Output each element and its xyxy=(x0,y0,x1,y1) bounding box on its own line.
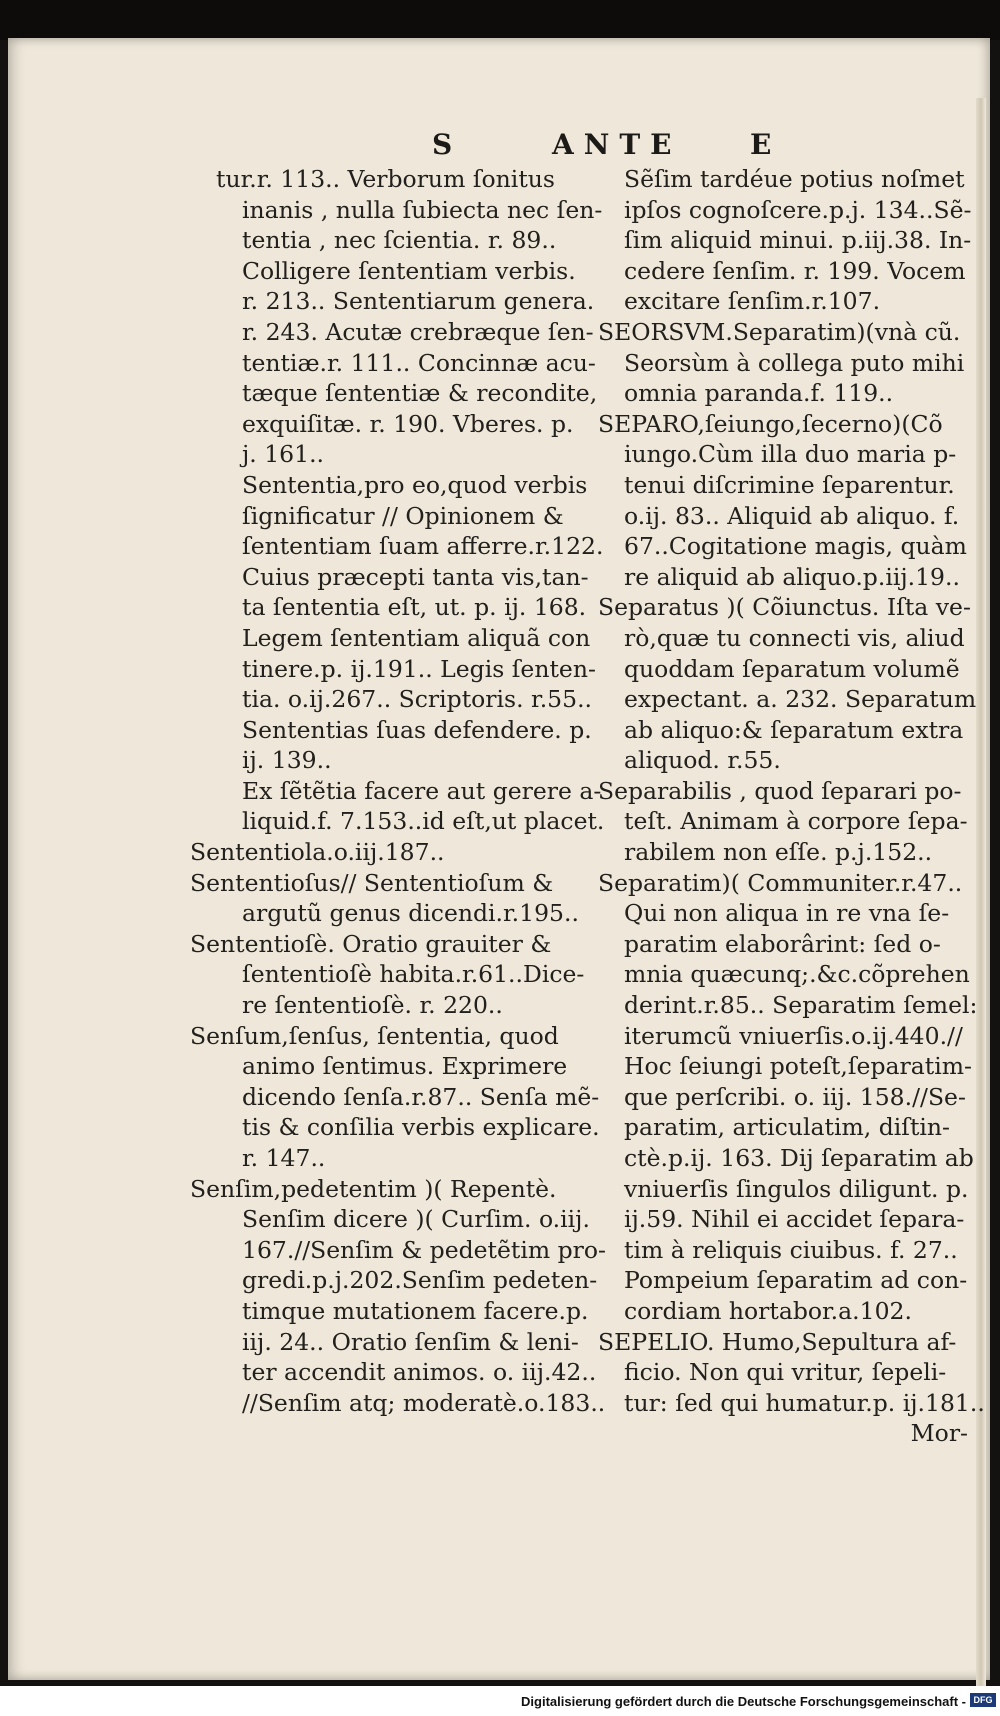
left-text-line: tæque ſententiæ & recondite, xyxy=(242,379,598,408)
dfg-logo: DFG xyxy=(970,1693,996,1707)
page-gutter-edge xyxy=(976,98,986,1698)
left-text-line: Colligere ſententiam verbis. xyxy=(242,256,576,285)
right-text-line: omnia paranda.f. 119.. xyxy=(624,379,894,408)
right-text-line: iungo.Cùm illa duo maria p- xyxy=(624,440,957,469)
left-text-line: //Senſim atq; moderatè.o.183.. xyxy=(242,1388,606,1417)
page-header xyxy=(0,128,1000,168)
right-text-line: rabilem non eſſe. p.j.152.. xyxy=(624,838,933,867)
left-text-line: inanis , nulla ſubiecta nec ſen- xyxy=(242,195,603,224)
right-text-line: Pompeium ſeparatim ad con- xyxy=(624,1266,968,1295)
right-text-line: aliquod. r.55. xyxy=(624,746,781,775)
right-text-line: Mor- xyxy=(910,1419,968,1448)
left-text-line: tinere.p. ij.191.. Legis ſenten- xyxy=(242,654,596,683)
right-text-line: tenui diſcrimine ſeparentur. xyxy=(624,470,955,499)
right-text-line: Separatim)( Communiter.r.47.. xyxy=(598,868,963,897)
right-text-line: mnia quæcunq;.&c.cõprehen xyxy=(624,960,970,989)
right-text-line: teſt. Animam à corpore ſepa- xyxy=(624,807,968,836)
right-text-line: 67..Cogitatione magis, quàm xyxy=(624,532,967,561)
left-text-line: ta ſententia eſt, ut. p. ij. 168. xyxy=(242,593,587,622)
left-text-line: r. 213.. Sententiarum genera. xyxy=(242,287,595,316)
left-text-line: tur.r. 113.. Verborum ſonitus xyxy=(216,165,555,193)
right-text-line: vniuerſis ſingulos diligunt. p. xyxy=(624,1174,969,1203)
footer-credit: Digitalisierung gefördert durch die Deutsche Forschungsgemeinschaft - xyxy=(521,1694,966,1709)
left-text-line: Legem ſententiam aliquã con xyxy=(242,623,591,652)
right-text-line: Qui non aliqua in re vna ſe- xyxy=(624,899,950,928)
right-text-line: o.ij. 83.. Aliquid ab aliquo. f. xyxy=(624,501,960,530)
left-text-line: exquiſitæ. r. 190. Vberes. p. xyxy=(242,409,574,438)
right-text-line: ij.59. Nihil ei accidet ſepara- xyxy=(624,1205,965,1234)
left-text-line: timque mutationem facere.p. xyxy=(242,1296,589,1325)
right-text-line: iterumcũ vniuerſis.o.ij.440.// xyxy=(624,1021,963,1050)
left-text-line: tia. o.ij.267.. Scriptoris. r.55.. xyxy=(242,685,593,714)
left-text-line: ij. 139.. xyxy=(242,746,332,775)
right-text-line: rò,quæ tu connecti vis, aliud xyxy=(624,623,965,652)
right-text-line: Separatus )( Cõiunctus. Iſta ve- xyxy=(598,593,971,622)
left-text-line: Sententiola.o.iij.187.. xyxy=(190,838,445,867)
right-text-line: paratim elaborârint: ſed o- xyxy=(624,929,941,958)
left-text-line: ter accendit animos. o. iij.42.. xyxy=(242,1358,597,1387)
signature-mark: S xyxy=(432,128,459,161)
left-text-line: ſententiam ſuam afferre.r.122. xyxy=(242,532,604,561)
left-text-line: ſignificatur // Opinionem & xyxy=(242,501,564,530)
left-text-line: re ſententioſè. r. 220.. xyxy=(242,991,503,1020)
right-column xyxy=(598,164,985,1449)
right-text-line: Separabilis , quod ſeparari po- xyxy=(598,776,962,805)
right-text-line: derint.r.85.. Separatim ſemel: xyxy=(624,991,978,1020)
left-column xyxy=(190,164,606,1418)
right-text-line: expectant. a. 232. Separatum xyxy=(624,685,977,714)
right-text-line: ipſos cognoſcere.p.j. 134..Sẽ- xyxy=(624,195,972,224)
left-text-line: Cuius præcepti tanta vis,tan- xyxy=(242,562,589,591)
left-text-line: tentia , nec ſcientia. r. 89.. xyxy=(242,226,557,255)
left-text-line: 167.//Senſim & pedetẽtim pro- xyxy=(242,1235,606,1264)
scan-top-border xyxy=(0,0,1000,40)
right-text-line: re aliquid ab aliquo.p.iij.19.. xyxy=(624,562,960,591)
left-text-line: Sententia,pro eo,quod verbis xyxy=(242,470,588,499)
right-text-line: que perſcribi. o. iij. 158.//Se- xyxy=(624,1082,966,1111)
left-text-line: ſententioſè habita.r.61..Dice- xyxy=(242,960,585,989)
right-text-line: tim à reliquis ciuibus. f. 27.. xyxy=(624,1235,958,1264)
left-text-line: argutũ genus dicendi.r.195.. xyxy=(242,899,579,928)
right-text-line: ficio. Non qui vritur, ſepeli- xyxy=(624,1358,947,1387)
left-text-line: Sententioſus// Sententioſum & xyxy=(190,868,554,897)
right-text-line: cedere ſenſim. r. 199. Vocem xyxy=(624,256,966,285)
right-text-line: SEPARO,ſeiungo,ſecerno)(Cõ xyxy=(598,409,943,438)
left-text-line: Sententioſè. Oratio grauiter & xyxy=(190,929,552,958)
section-letter: E xyxy=(750,128,778,161)
right-text-line: paratim, articulatim, diſtin- xyxy=(624,1113,950,1142)
right-text-line: tur: ſed qui humatur.p. ij.181.. xyxy=(624,1388,985,1417)
left-text-line: Senſim,pedetentim )( Repentè. xyxy=(190,1174,557,1203)
left-text-line: Senſim dicere )( Curſim. o.iij. xyxy=(242,1205,590,1234)
right-text-line: Sẽſim tardéue potius noſmet xyxy=(624,165,965,193)
right-text-line: SEPELIO. Humo,Sepultura af- xyxy=(598,1327,957,1356)
left-text-line: animo ſentimus. Exprimere xyxy=(242,1052,568,1081)
right-text-line: SEORSVM.Separatim)(vnà cũ. xyxy=(598,317,961,346)
running-title: ANTE xyxy=(552,128,682,161)
left-text-line: iij. 24.. Oratio ſenſim & leni- xyxy=(242,1327,579,1356)
right-text-line: ab aliquo:& ſeparatum extra xyxy=(624,715,964,744)
right-text-line: excitare ſenſim.r.107. xyxy=(624,287,881,316)
right-text-line: ctè.p.ij. 163. Dij ſeparatim ab xyxy=(624,1144,974,1172)
right-text-line: cordiam hortabor.a.102. xyxy=(624,1296,912,1325)
right-text-line: Seorsùm à collega puto mihi xyxy=(624,348,965,377)
left-text-line: tis & conſilia verbis explicare. xyxy=(242,1113,600,1142)
left-text-line: Senſum,ſenſus, ſententia, quod xyxy=(190,1021,559,1050)
left-text-line: gredi.p.j.202.Senſim pedeten- xyxy=(242,1266,598,1295)
right-text-line: quoddam ſeparatum volumẽ xyxy=(624,654,960,683)
left-text-line: Ex ſẽtẽtia facere aut gerere a- xyxy=(242,776,602,805)
left-text-line: liquid.f. 7.153..id eſt,ut placet. xyxy=(242,807,605,836)
right-text-line: Hoc ſeiungi poteſt,ſeparatim- xyxy=(624,1052,972,1081)
left-text-line: r. 243. Acutæ crebræque ſen- xyxy=(242,317,594,346)
left-text-line: r. 147.. xyxy=(242,1144,326,1172)
digitization-footer xyxy=(0,1686,1000,1716)
left-text-line: Sententias ſuas defendere. p. xyxy=(242,715,592,744)
right-text-line: ſim aliquid minui. p.iij.38. In- xyxy=(624,226,972,255)
left-text-line: dicendo ſenſa.r.87.. Senſa mẽ- xyxy=(242,1082,600,1111)
left-text-line: tentiæ.r. 111.. Concinnæ acu- xyxy=(242,348,596,377)
left-text-line: j. 161.. xyxy=(242,440,325,469)
